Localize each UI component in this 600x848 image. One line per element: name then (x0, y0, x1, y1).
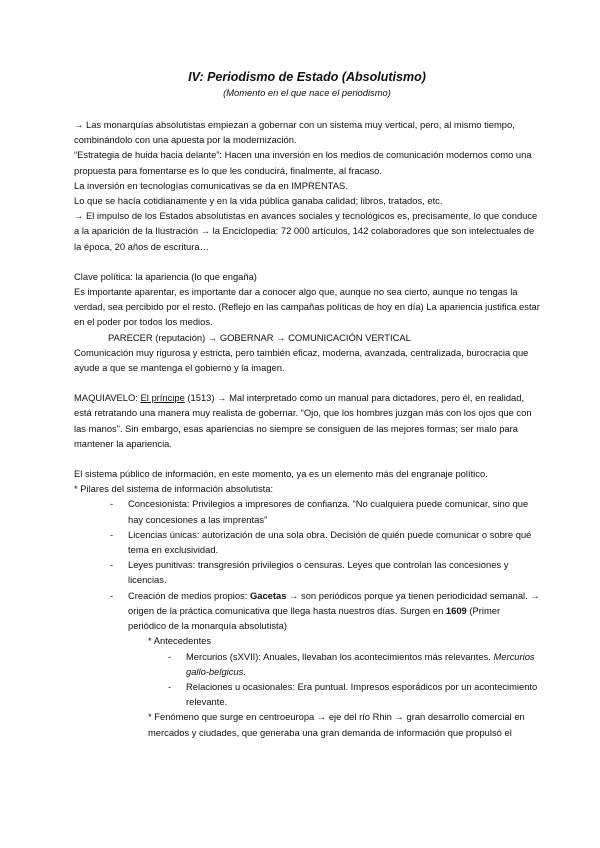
intro-section (74, 117, 540, 254)
item-italic: Mercurios gallo-belgicus. (186, 650, 535, 677)
clave-paragraph-1: Es importante aparentar, es importante dar a conocer algo que, aunque no sea cierto, aunque no tengas la verdad, sea percibido por el resto. (Reflejo en las campañas políticas de hoy en día) La apariencia justifica estar en el poder por todos los medios. (74, 286, 540, 328)
intro-paragraph-3: La inversión en tecnologías comunicativas se da en IMPRENTAS. (74, 179, 348, 191)
antecedentes-heading: * Antecedentes (148, 635, 212, 647)
pilares-list (74, 496, 540, 739)
gacetas-term: Gacetas (249, 589, 287, 601)
book-title: El príncipe (140, 392, 185, 404)
spacer (74, 451, 540, 466)
intro-paragraph-1: → Las monarquías absolutistas empiezan a gobernar con un sistema muy vertical, pero, al mismo tiempo, combinándolo con una apuesta por la modernización. (74, 119, 515, 146)
pilares-heading: * Pilares del sistema de información absolutista: (74, 483, 274, 495)
gacetas-year: 1609 (445, 604, 467, 616)
sistema-paragraph-1: El sistema público de información, en este momento, ya es un elemento más del engranaje político. (74, 468, 488, 480)
maquiavelo-section (74, 390, 540, 451)
antecedentes-list (148, 649, 540, 710)
item-text: → son periódicos porque ya tienen periodicidad semanal. → origen de la práctica comunicativa que llega hasta nuestros días. Surgen en (128, 589, 540, 616)
intro-paragraph-4: Lo que se hacía cotidianamente y en la vida pública ganaba calidad; libros, tratados, etc. (74, 195, 443, 207)
item-text: (Primer periódico de la monarquía absolutista) (128, 604, 501, 632)
list-item: - Relaciones u ocasionales: Era puntual. Impresos esporádicos por un acontecimiento relevante. (168, 679, 540, 709)
intro-paragraph-2: “Estrategia de huida hacia delante”: Hacen una inversión en los medios de comunicación modernos como una propuesta para fomentarse es lo que les conducirá, finalmente, al fracaso. (74, 149, 532, 176)
page-title: IV: Periodismo de Estado (Absolutismo) (188, 70, 426, 84)
sistema-section (74, 466, 540, 740)
clave-heading: Clave política: la apariencia (lo que engaña) (74, 270, 257, 282)
maquiavelo-paragraph (74, 390, 540, 451)
list-item: - Concesionista: Privilegios a impresores de confianza. “No cualquiera puede comunicar, sino que hay concesiones a las imprentas” (110, 496, 540, 526)
maquiavelo-name: MAQUIAVELO: (74, 392, 141, 404)
clave-paragraph-2: Comunicación muy rigurosa y estricta, pero también eficaz, moderna, avanzada, centralizada, burocracia que ayude a que se mantenga el gobierno y la imagen. (74, 346, 529, 374)
clave-chain: PARECER (reputación) → GOBERNAR → COMUNICACIÓN VERTICAL (108, 331, 411, 343)
list-item: - Leyes punitivas: transgresión privilegios o censuras. Leyes que controlan las concesiones y licencias. (110, 557, 540, 587)
list-item (168, 649, 540, 679)
list-item (110, 588, 540, 740)
maquiavelo-text: (1513) → Mal interpretado como un manual para dictadores, pero él, en realidad, está retratando una manera muy realista de gobernar. “Ojo, que los hombres juzgan más con los ojos que con las manos”. Sin embargo, esas apariencias no siempre se consiguen de las mejores formas; ser malo para mantener la apariencia. (74, 392, 532, 449)
antecedentes-block (128, 633, 540, 739)
list-item: - Licencias únicas: autorización de una sola obra. Decisión de quién puede comunicar o sobre qué tema en exclusividad. (110, 527, 540, 557)
spacer (74, 254, 540, 269)
page-subtitle: (Momento en el que nace el periodismo) (223, 87, 391, 98)
item-text: Mercurios (sXVII): Anuales, llevaban los acontecimientos más relevantes. (186, 650, 494, 662)
item-text: Creación de medios propios: (128, 589, 250, 601)
fenomeno-paragraph: * Fenómeno que surge en centroeuropa → eje del río Rhin → gran desarrollo comercial en mercados y ciudades, que generaba una gran demanda de información que propulsó el (148, 711, 525, 738)
intro-paragraph-5: → El impulso de los Estados absolutistas en avances sociales y tecnológicos es, precisamente, lo que conduce a la aparición de la Ilustración → la Enciclopedia: 72 000 artículos, 142 colaboradores que son intelectuales de la época, 20 años de escritura… (74, 210, 538, 252)
clave-section (74, 269, 540, 375)
spacer (74, 375, 540, 390)
